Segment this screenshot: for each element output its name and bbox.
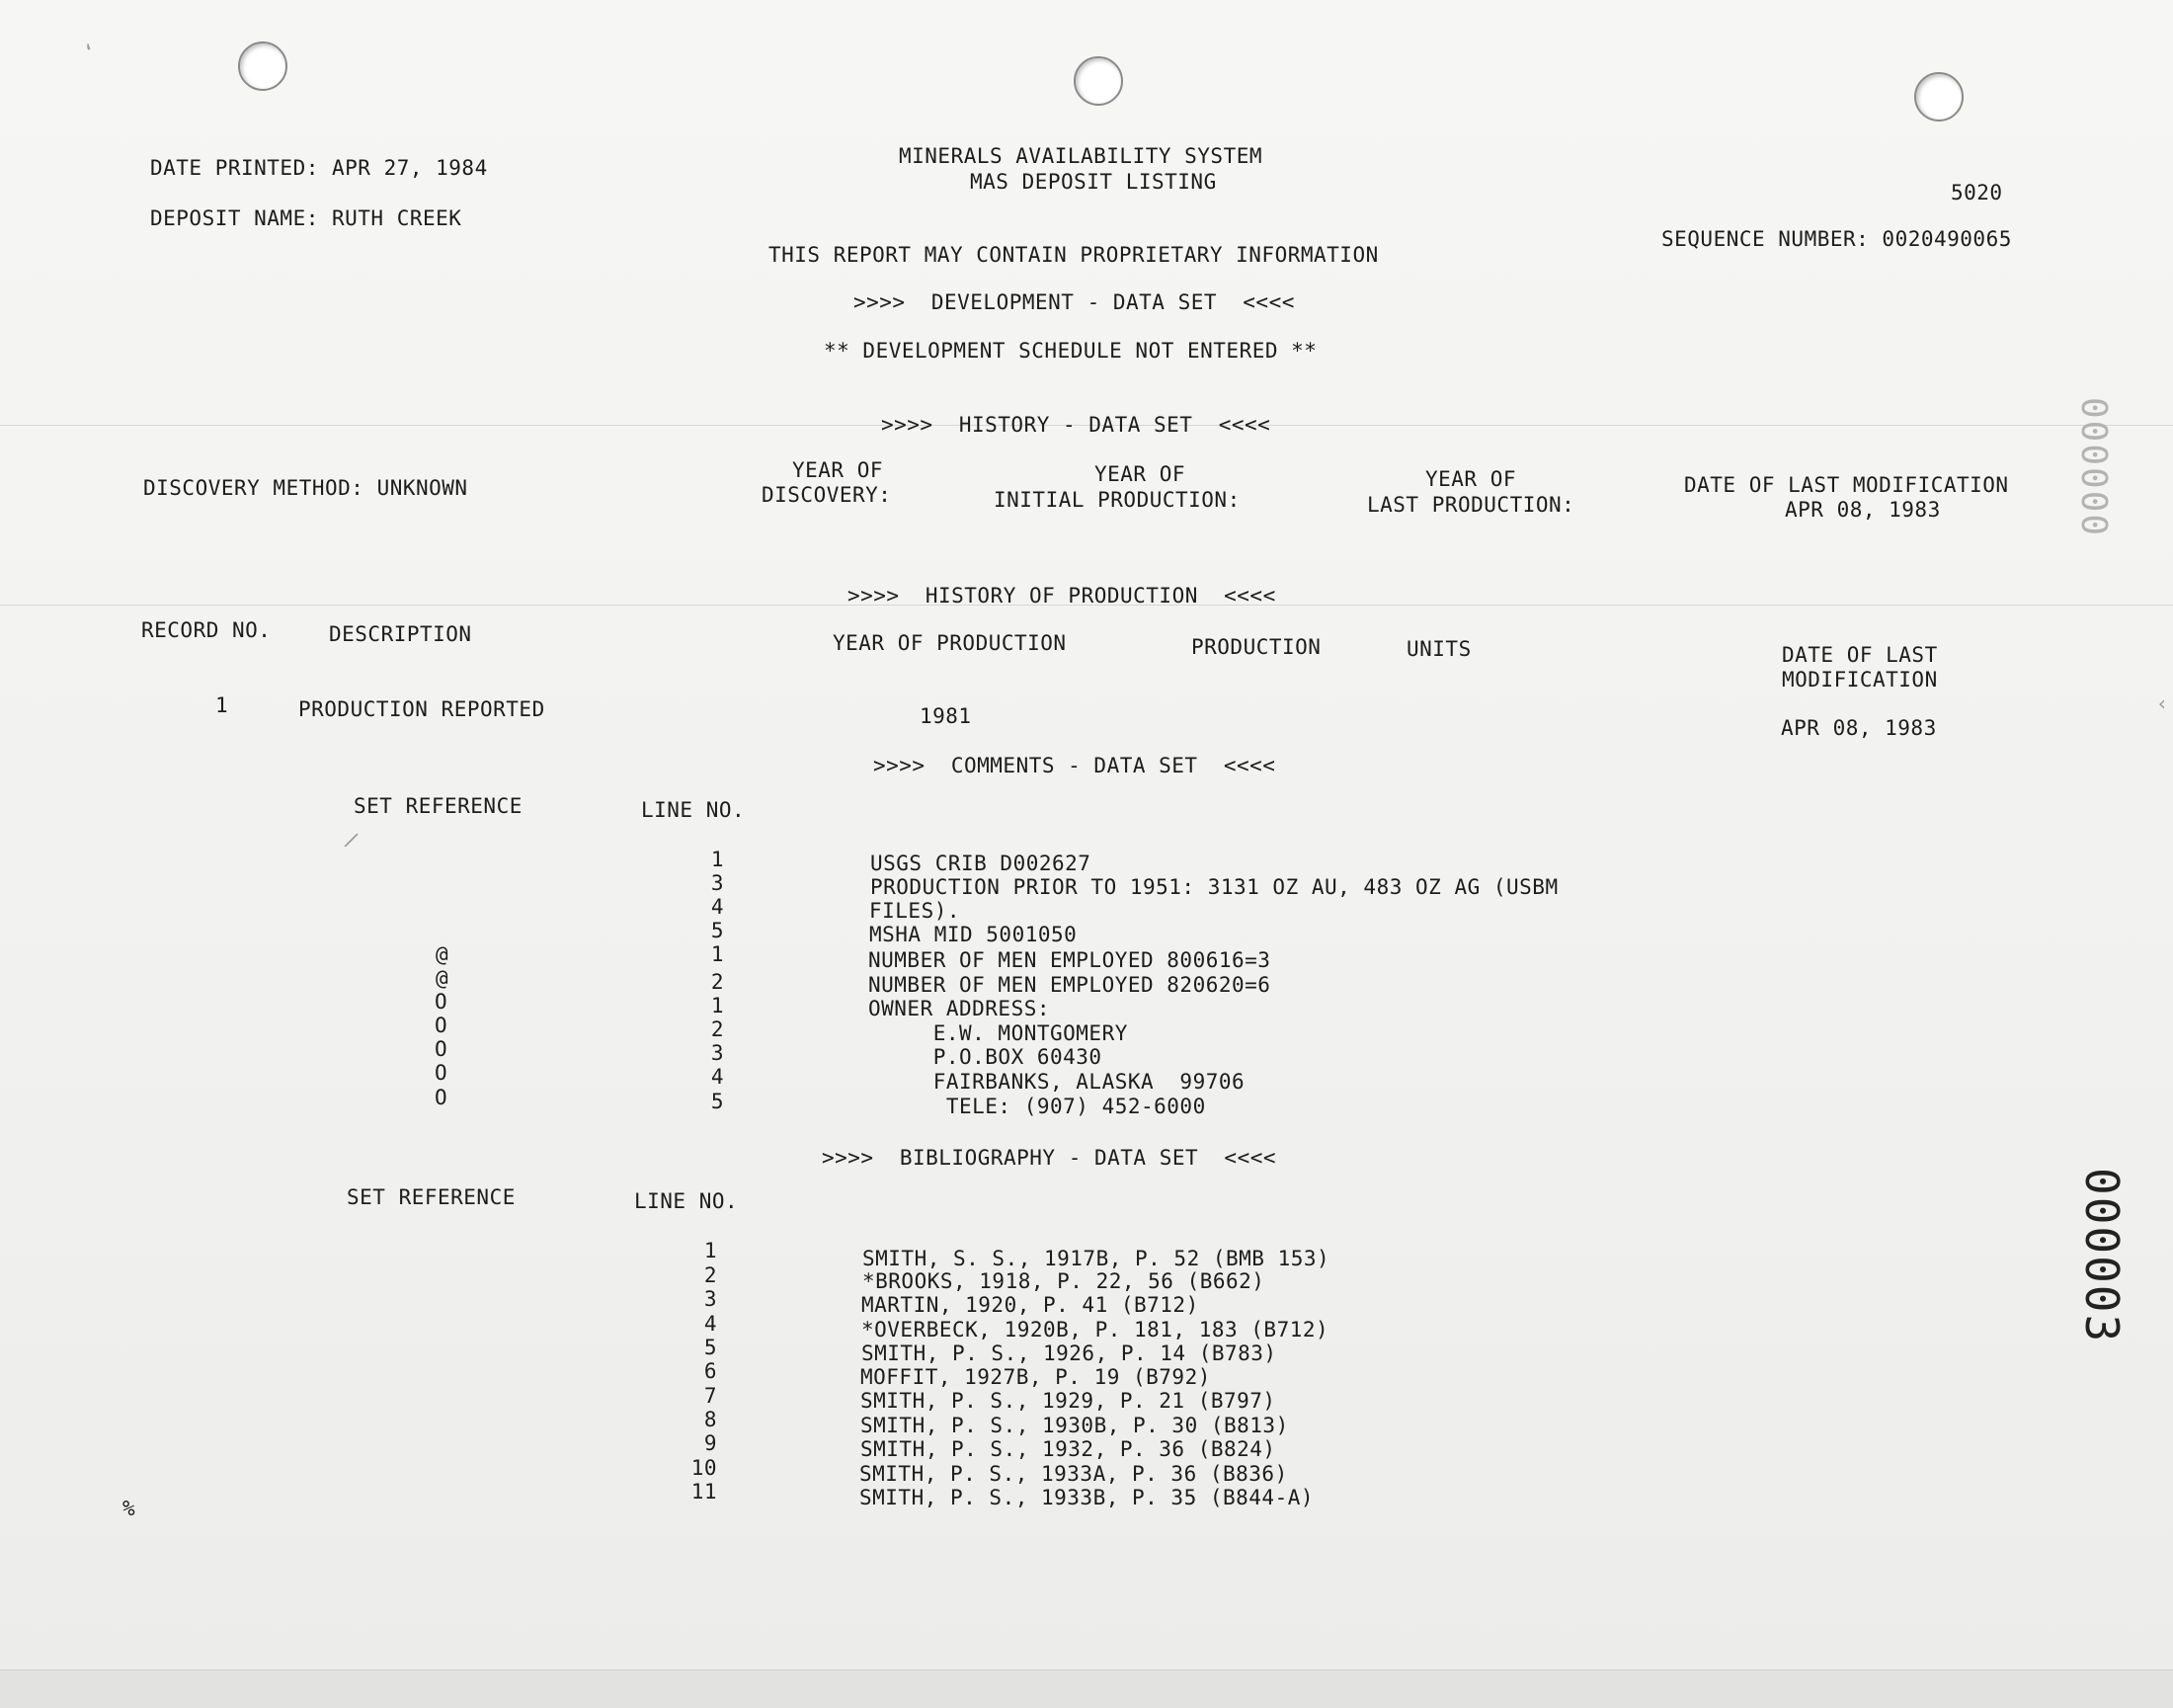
bibliography-heading: >>>> BIBLIOGRAPHY - DATA SET <<<< xyxy=(822,1146,1277,1170)
scan-mark: / xyxy=(342,826,362,854)
bibliography-entry: SMITH, P. S., 1926, P. 14 (B783) xyxy=(861,1342,1277,1365)
col-last-mod: MODIFICATION xyxy=(1782,668,1938,691)
date-printed: DATE PRINTED: APR 27, 1984 xyxy=(150,156,488,180)
bibliography-entry: SMITH, P. S., 1930B, P. 30 (B813) xyxy=(860,1414,1289,1437)
bibliography-entry: SMITH, S. S., 1917B, P. 52 (BMB 153) xyxy=(862,1247,1330,1270)
production-record-no: 1 xyxy=(215,693,229,717)
bibliography-line-no: 8 xyxy=(703,1408,717,1431)
bibliography-entry: SMITH, P. S., 1929, P. 21 (B797) xyxy=(860,1389,1276,1413)
comment-text: NUMBER OF MEN EMPLOYED 820620=6 xyxy=(868,973,1271,997)
production-heading: >>>> HISTORY OF PRODUCTION <<<< xyxy=(847,584,1276,608)
last-modification-label: DATE OF LAST MODIFICATION xyxy=(1684,473,2009,497)
bibliography-entry: MOFFIT, 1927B, P. 19 (B792) xyxy=(860,1365,1211,1389)
bibliography-line-no: 5 xyxy=(703,1336,717,1359)
scan-mark: ‹ xyxy=(2156,691,2169,715)
col-last-mod: DATE OF LAST xyxy=(1782,643,1938,667)
bibliography-col-set-reference: SET REFERENCE xyxy=(347,1185,516,1209)
production-description: PRODUCTION REPORTED xyxy=(298,697,545,721)
comment-text: MSHA MID 5001050 xyxy=(869,923,1078,946)
last-modification-date: APR 08, 1983 xyxy=(1785,498,1941,522)
bibliography-entry: SMITH, P. S., 1932, P. 36 (B824) xyxy=(860,1437,1276,1461)
comment-text: PRODUCTION PRIOR TO 1951: 3131 OZ AU, 483 OZ AG (USBM xyxy=(870,875,1559,899)
comment-line-no: 1 xyxy=(710,848,724,871)
col-record-no: RECORD NO. xyxy=(141,618,272,642)
comment-line-no: 3 xyxy=(710,871,724,895)
sequence-number: SEQUENCE NUMBER: 0020490065 xyxy=(1661,227,2012,251)
bibliography-line-no: 11 xyxy=(690,1480,717,1504)
year-initial-label: INITIAL PRODUCTION: xyxy=(994,488,1241,512)
bibliography-entry: MARTIN, 1920, P. 41 (B712) xyxy=(861,1293,1199,1317)
comment-text: NUMBER OF MEN EMPLOYED 800616=3 xyxy=(868,948,1271,972)
comment-line-no: 5 xyxy=(710,1090,724,1113)
comment-text: USGS CRIB D002627 xyxy=(870,852,1091,875)
col-production: PRODUCTION xyxy=(1191,635,1322,659)
comment-line-no: 5 xyxy=(710,919,724,942)
faint-page-number-stamp: 000000 xyxy=(2073,397,2114,538)
bibliography-line-no: 1 xyxy=(703,1239,717,1262)
col-description: DESCRIPTION xyxy=(329,622,472,646)
punch-hole xyxy=(238,41,287,91)
comment-text: E.W. MONTGOMERY xyxy=(868,1021,1128,1045)
bibliography-line-no: 7 xyxy=(703,1384,717,1408)
footer-mark: % xyxy=(122,1497,136,1520)
development-note: ** DEVELOPMENT SCHEDULE NOT ENTERED ** xyxy=(824,339,1318,363)
bibliography-line-no: 4 xyxy=(703,1312,717,1336)
col-units: UNITS xyxy=(1407,637,1472,661)
year-initial-label: YEAR OF xyxy=(1094,462,1186,486)
comment-set-ref: @ xyxy=(436,942,449,966)
comment-set-ref: O xyxy=(435,1086,448,1109)
system-title: MINERALS AVAILABILITY SYSTEM xyxy=(899,144,1263,168)
year-last-label: LAST PRODUCTION: xyxy=(1367,493,1575,517)
col-year-of-production: YEAR OF PRODUCTION xyxy=(833,631,1067,655)
page-number-stamp: 000003 xyxy=(2075,1168,2129,1344)
comment-set-ref: O xyxy=(435,1037,448,1061)
year-last-label: YEAR OF xyxy=(1425,467,1517,491)
comment-set-ref: @ xyxy=(436,966,449,990)
bibliography-line-no: 9 xyxy=(703,1431,717,1455)
bibliography-line-no: 6 xyxy=(703,1359,717,1383)
comment-text: FAIRBANKS, ALASKA 99706 xyxy=(868,1070,1246,1094)
comments-col-line-no: LINE NO. xyxy=(641,798,746,822)
page-code: 5020 xyxy=(1951,181,2003,204)
comment-text: FILES). xyxy=(869,899,961,923)
comment-line-no: 3 xyxy=(710,1041,724,1065)
comments-heading: >>>> COMMENTS - DATA SET <<<< xyxy=(873,754,1276,777)
comment-text: P.O.BOX 60430 xyxy=(868,1045,1102,1069)
production-last-mod: APR 08, 1983 xyxy=(1781,716,1937,740)
comment-set-ref: O xyxy=(435,1014,448,1037)
bibliography-entry: SMITH, P. S., 1933B, P. 35 (B844-A) xyxy=(859,1486,1315,1509)
year-of-discovery-label: DISCOVERY: xyxy=(762,483,892,507)
bibliography-line-no: 10 xyxy=(690,1456,717,1480)
discovery-method: DISCOVERY METHOD: UNKNOWN xyxy=(143,476,468,500)
page-bottom-edge xyxy=(0,1669,2173,1708)
comments-col-set-reference: SET REFERENCE xyxy=(354,794,523,818)
history-heading: >>>> HISTORY - DATA SET <<<< xyxy=(881,413,1271,437)
listing-title: MAS DEPOSIT LISTING xyxy=(970,170,1217,194)
comment-set-ref: O xyxy=(435,1061,448,1085)
comment-line-no: 1 xyxy=(710,994,724,1017)
bibliography-entry: *OVERBECK, 1920B, P. 181, 183 (B712) xyxy=(861,1318,1329,1342)
comment-text: TELE: (907) 452-6000 xyxy=(868,1095,1206,1118)
bibliography-entry: SMITH, P. S., 1933A, P. 36 (B836) xyxy=(859,1462,1288,1486)
deposit-name: DEPOSIT NAME: RUTH CREEK xyxy=(150,206,462,230)
bibliography-col-line-no: LINE NO. xyxy=(634,1189,739,1213)
comment-line-no: 4 xyxy=(710,895,724,919)
production-year: 1981 xyxy=(920,704,972,728)
bibliography-entry: *BROOKS, 1918, P. 22, 56 (B662) xyxy=(862,1269,1265,1293)
comment-line-no: 2 xyxy=(710,970,724,994)
comment-line-no: 1 xyxy=(710,942,724,966)
bibliography-line-no: 2 xyxy=(703,1263,717,1287)
comment-set-ref: O xyxy=(435,990,448,1014)
comment-line-no: 4 xyxy=(710,1065,724,1089)
development-heading: >>>> DEVELOPMENT - DATA SET <<<< xyxy=(853,290,1295,314)
punch-hole xyxy=(1914,72,1964,122)
punch-hole xyxy=(1074,56,1123,106)
year-of-discovery-label: YEAR OF xyxy=(792,458,884,482)
bibliography-line-no: 3 xyxy=(703,1287,717,1311)
comment-text: OWNER ADDRESS: xyxy=(868,997,1051,1020)
proprietary-notice: THIS REPORT MAY CONTAIN PROPRIETARY INFORMATION xyxy=(768,243,1379,267)
scan-mark: ‘ xyxy=(79,38,103,65)
comment-line-no: 2 xyxy=(710,1017,724,1041)
